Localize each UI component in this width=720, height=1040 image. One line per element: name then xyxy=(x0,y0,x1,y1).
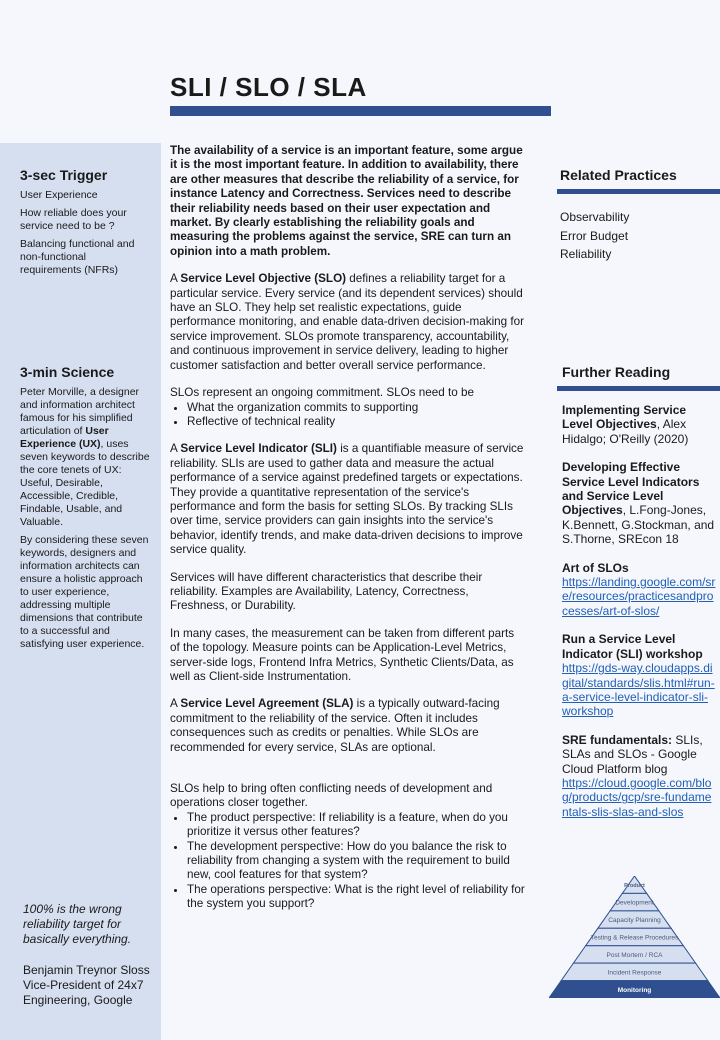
perspectives-list xyxy=(170,811,526,912)
science-text: Peter Morville, a designer and information architect famous for his simplified articulation of xyxy=(20,386,140,437)
reading-list xyxy=(557,403,720,819)
list-item: • The product perspective: If reliability is a feature, when do you prioritize it versus other features? xyxy=(187,811,526,840)
science-heading: 3-min Science xyxy=(20,364,115,380)
sli-paragraph xyxy=(170,442,526,557)
reading-link[interactable]: https://landing.google.com/sre/resources/practicesandprocesses/art-of-slos/ xyxy=(562,575,716,618)
quote-text: 100% is the wrong reliability target for basically everything. xyxy=(23,902,132,946)
commitment-paragraph: SLOs represent an ongoing commitment. SLOs need to be xyxy=(170,386,475,400)
measurement-paragraph: In many cases, the measurement can be taken from different parts of the topology. Measure points can be Application-Level Metrics, server-side logs, Frontend Infra Metrics, Synthetic Clients/Data, as well as Client-side Instrumentation. xyxy=(170,626,515,683)
list-item: • The development perspective: How do you balance the risk to reliability from changing a system with the requirement to build new, cool features for that system? xyxy=(187,840,526,883)
body-text: defines a reliability target for a particular service. Every service (and its dependent services) should have an SLO. They help set realistic expectations, guide performance monitoring, and enable data-driven decision-making for service improvement. SLOs promote transparency, accountability, and continuous improvement in service delivery, leading to higher customer satisfaction and better overall service performance. xyxy=(170,272,525,372)
related-list xyxy=(557,208,720,264)
related-item: Error Budget xyxy=(560,228,629,243)
sli-term: Service Level Indicator (SLI) xyxy=(180,442,337,456)
related-heading: Related Practices xyxy=(560,167,677,183)
pyramid-label: Product xyxy=(624,883,645,890)
list-item: • What the organization commits to supporting xyxy=(187,401,526,415)
reading-title: Implementing Service Level Objectives xyxy=(562,403,687,432)
body-text: is a quantifiable measure of service reliability. SLIs are used to gather data and measure the actual performance of a service against predefined targets or expectations. They provide a quantitative representation of the service's performance and form the basis for setting SLOs. By tracking SLIs over time, service providers can gain insights into the service's behavior, identify trends, and make data-driven decisions to improve service quality. xyxy=(170,442,524,557)
reading-link[interactable]: https://cloud.google.com/blog/products/gcp/sre-fundamentals-slis-slas-and-slos xyxy=(562,775,712,819)
reading-title: Art of SLOs xyxy=(562,560,629,575)
science-section xyxy=(20,364,152,656)
related-item: Observability xyxy=(560,210,630,224)
quote-block xyxy=(23,902,155,1008)
related-practices xyxy=(557,167,720,264)
page-title: SLI / SLO / SLA xyxy=(170,72,367,102)
reading-meta: SLIs, SLAs and SLOs - Google Cloud Platform blog xyxy=(562,732,703,776)
pyramid-label: Testing & Release Procedures xyxy=(590,934,679,942)
science-body xyxy=(20,386,152,651)
body-text: A xyxy=(170,442,181,456)
reading-meta: , L.Fong-Jones, K.Bennett, G.Stockman, and S.Thorne, SREcon 18 xyxy=(562,503,715,547)
reliability-pyramid xyxy=(549,876,720,998)
commitment-list xyxy=(170,401,526,430)
trigger-item: Balancing functional and non-functional requirements (NFRs) xyxy=(20,238,135,276)
pyramid-label: Post Mortem / RCA xyxy=(606,951,663,959)
reading-title: Developing Effective Service Level Indicators and Service Level Objectives xyxy=(562,460,700,518)
reading-title: SRE fundamentals: xyxy=(562,732,673,747)
reading-link[interactable]: https://gds-way.cloudapps.digital/standards/slis.html#run-a-service-level-indicator-sli-workshop xyxy=(562,661,715,719)
list-item: • The operations perspective: What is the right level of reliability for the system you support? xyxy=(187,883,526,912)
title-underline xyxy=(170,106,551,116)
reading-item xyxy=(562,632,716,718)
quote-role: Vice-President of 24x7 Engineering, Google xyxy=(23,978,144,1007)
intro-paragraph: The availability of a service is an important feature, some argue it is the most important feature. In addition to availability, there are other measures that describe the reliability of a service, for instance Latency and Correctness. Services need to describe their reliability needs based on their user expectation and market. By clearly establishing the reliability goals and measuring the problems against the service, SRE can turn an opinion into a math problem. xyxy=(170,144,523,258)
related-item: Reliability xyxy=(560,247,612,261)
pyramid-label: Monitoring xyxy=(617,986,652,994)
reading-item xyxy=(562,460,716,546)
trigger-list xyxy=(20,189,150,277)
trigger-section xyxy=(20,167,150,282)
slo-paragraph xyxy=(170,272,526,373)
science-paragraph: By considering these seven keywords, designers and information architects can ensure a holistic approach to user experience, addressing multiple dimensions that contribute to a successful and satisfying user experience. xyxy=(20,534,149,650)
pyramid-label: Development xyxy=(615,899,654,907)
related-bar xyxy=(557,189,720,194)
reading-item xyxy=(562,561,716,619)
sla-term: Service Level Agreement (SLA) xyxy=(180,697,354,711)
slo-term: Service Level Objective (SLO) xyxy=(180,272,347,286)
science-text: , uses seven keywords to describe the core tenets of UX: Useful, Desirable, Accessible, Credible, Findable, Usable, and Valuable. xyxy=(20,438,150,528)
sla-paragraph xyxy=(170,697,526,755)
science-emphasis: User Experience (UX) xyxy=(20,425,109,450)
further-bar xyxy=(557,386,720,391)
trigger-item: How reliable does your service need to be ? xyxy=(20,207,127,232)
main-content xyxy=(170,144,526,925)
body-text: is a typically outward-facing commitment to the reliability of the service. Often it includes consequences such as credits or penalties. While SLOs are recommended for every service, SLAs are optional. xyxy=(170,697,500,754)
body-text: A xyxy=(170,272,181,286)
reading-item xyxy=(562,733,716,819)
further-reading xyxy=(557,364,720,833)
science-paragraph xyxy=(20,386,152,529)
pyramid-label: Capacity Planning xyxy=(608,917,661,925)
further-heading: Further Reading xyxy=(562,364,671,380)
body-text: A xyxy=(170,697,181,711)
reading-title: Run a Service Level Indicator (SLI) workshop xyxy=(562,632,703,661)
trigger-item: User Experience xyxy=(20,189,98,201)
reading-meta: , Alex Hidalgo; O'Reilly (2020) xyxy=(562,417,689,446)
quote-author: Benjamin Treynor Sloss xyxy=(23,963,150,977)
characteristics-paragraph: Services will have different characteristics that describe their reliability. Examples are Availability, Latency, Correctness, Freshness, or Durability. xyxy=(170,570,483,613)
together-paragraph: SLOs help to bring often conflicting needs of development and operations closer together. xyxy=(170,782,493,810)
pyramid-label: Incident Response xyxy=(607,969,662,977)
trigger-heading: 3-sec Trigger xyxy=(20,167,108,183)
reading-item xyxy=(562,403,716,446)
list-item: • Reflective of technical reality xyxy=(187,415,526,429)
